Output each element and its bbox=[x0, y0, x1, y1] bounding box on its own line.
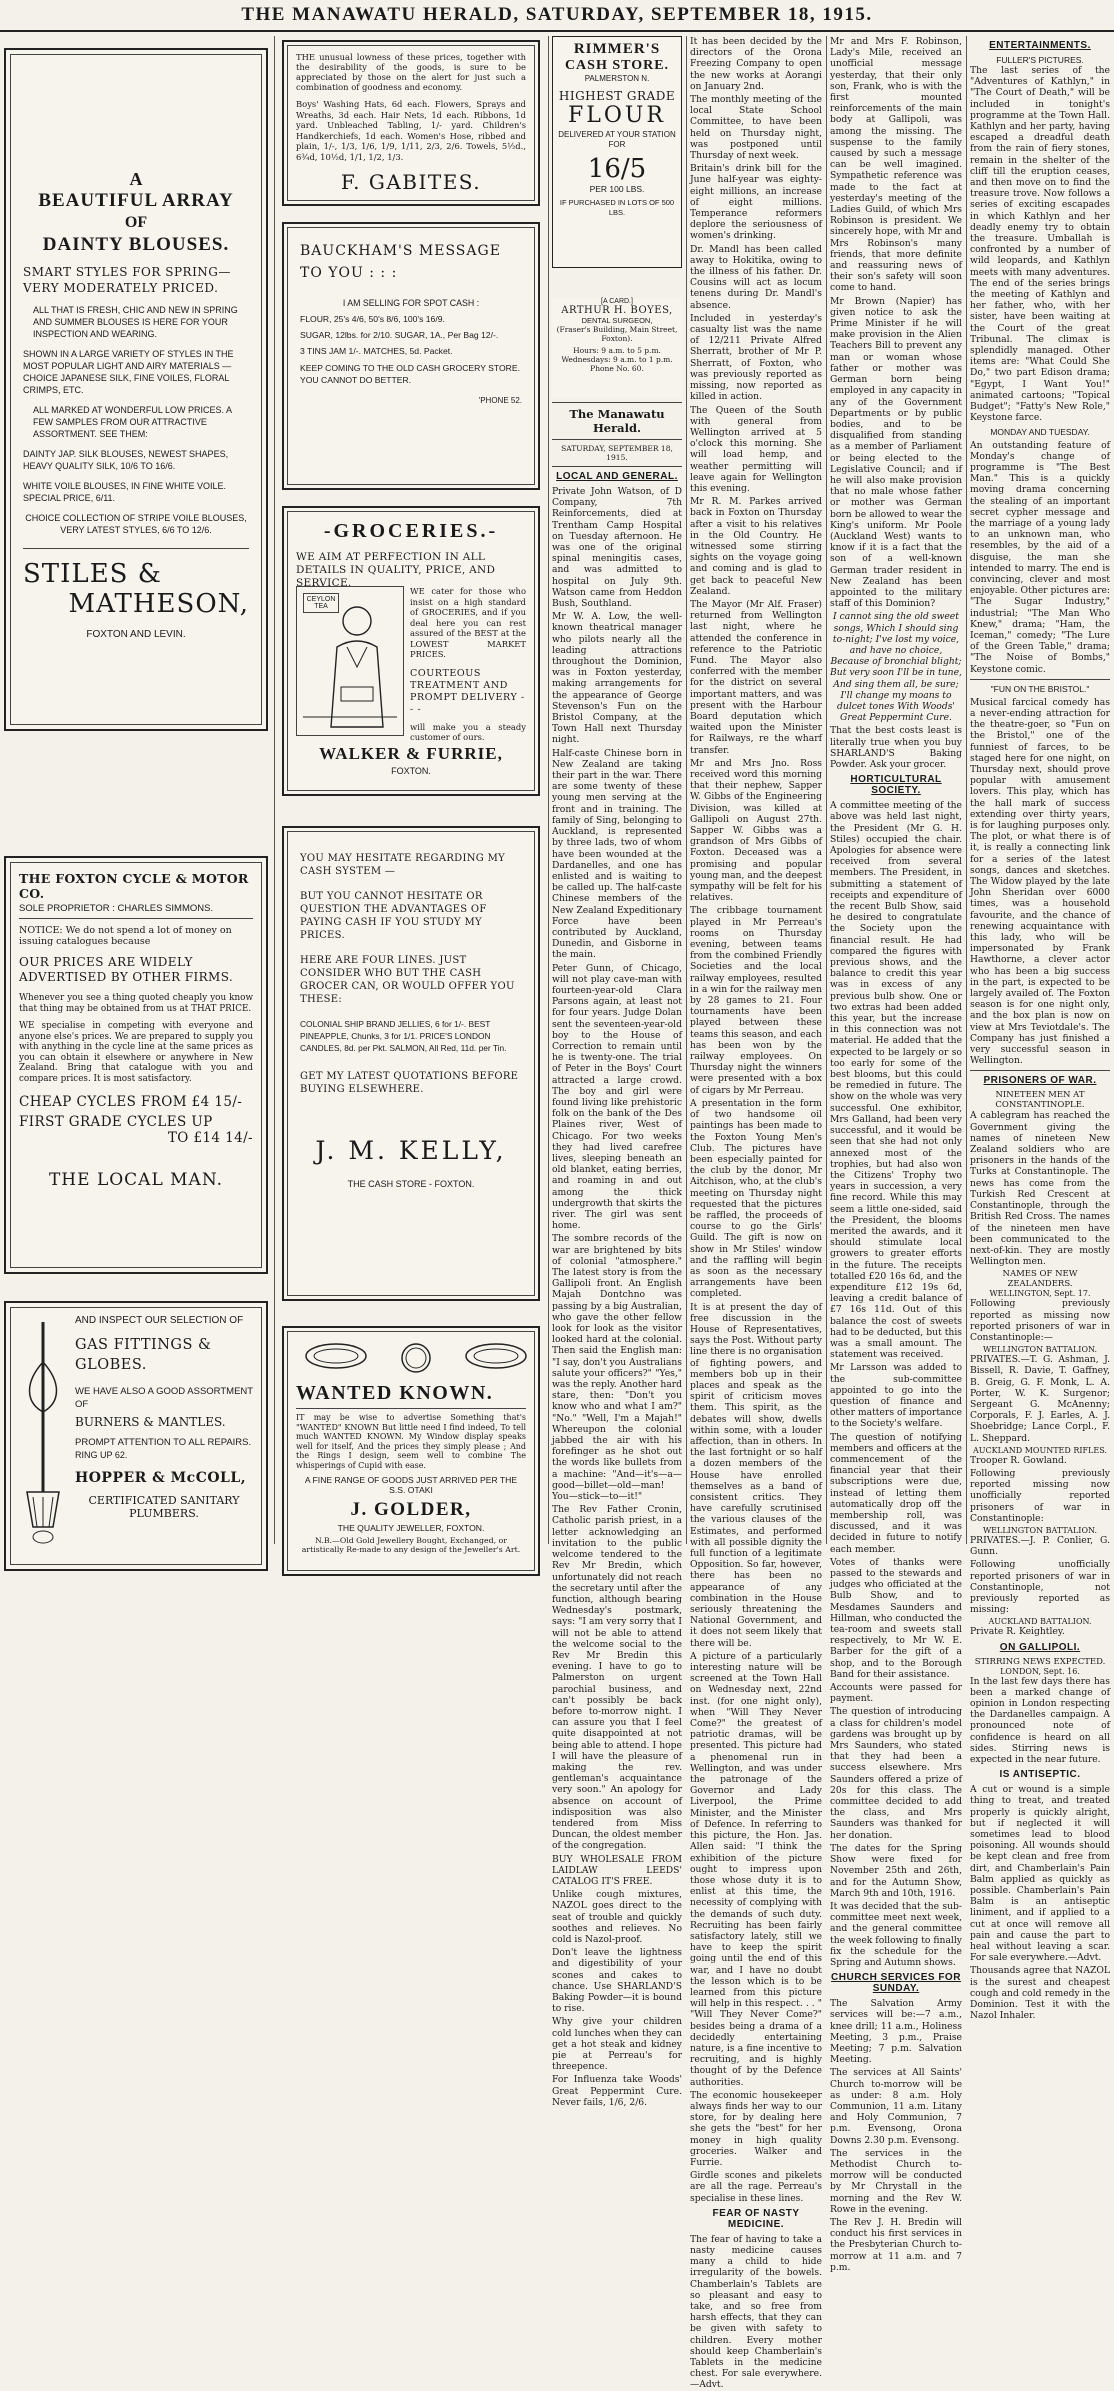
article-cronin: The Rev Father Cronin, Catholic parish priest, in a letter acknowledging an invitation to the public welcome tendered to the Rev Mr Bredin, which unfortunately did not reach the secretary until after the function, although bearing Wednesday's postmark, says: "I am very sorry that I will not be able to attend the welcome social to the Rev Mr Bredin this evening. I have to go to Palmerston on urgent parochial business, and can't possibly be back before to-morrow night. I can assure you that I feel quite disappointed at not being able to attend. I hope I will have the pleasure of making the rev. gentleman's acquaintance very soon." An apology for absence on account of indisposition was also tendered from Miss Duncan, the oldest member of the congregation. bbox=[552, 1504, 682, 1852]
article-woods: For Influenza take Woods' Great Peppermint Cure. Never fails, 1/6, 2/6. bbox=[552, 2074, 682, 2108]
golder-name: J. GOLDER, bbox=[350, 1498, 472, 1520]
article-drink: Britain's drink bill for the June half-year was eighty-eight millions, an increase of eight millions. Temperance reformers deplore the seriousness of women's drinking. bbox=[690, 163, 822, 242]
article-chinese: Half-caste Chinese born in New Zealand are taking their part in the war. There are some twenty of these young men serving at the front and in training. The family of Sing, belonging to Auckland, is represented by three lads, two of whom have been wounded at the Dardanelles, and one has enlisted and is waiting to be called up. The half-caste Chinese members of the New Zealand Expeditionary Force have been contributed by Auckland, Dunedin, and Gisborne in the main. bbox=[552, 747, 682, 961]
kelly-store: THE CASH STORE - FOXTON. bbox=[347, 1179, 475, 1189]
blouses-heading-2: DAINTY BLOUSES. bbox=[42, 234, 230, 255]
monday-heading: MONDAY AND TUESDAY. bbox=[990, 426, 1090, 437]
cycle-whenever: Whenever you see a thing quoted cheaply you know that thing may be obtained from us at THAT PRICE. bbox=[19, 993, 253, 1014]
cycle-prices: OUR PRICES ARE WIDELY ADVERTISED BY OTHER FIRMS. bbox=[19, 955, 234, 984]
bauckham-flour: FLOUR, 25's 4/6, 50's 8/6, 100's 16/9. bbox=[300, 314, 445, 324]
jewellery-icon bbox=[296, 1338, 536, 1378]
cycle-local: THE LOCAL MAN. bbox=[48, 1170, 224, 1190]
blouses-marked: ALL MARKED AT WONDERFUL LOW PRICES. A FEW SAMPLES FROM OUR ATTRACTIVE ASSORTMENT. SEE THEM: bbox=[33, 405, 232, 439]
cycle-specialise: WE specialise in competing with everyone and anyone else's prices. We are prepared to supply you with anything in the cycle line at the same prices as you can obtain it elsewhere or anywhere in New Zealand. Bring that catalogue with you and compare prices. It is most satisfactory. bbox=[19, 1021, 253, 1084]
column-rule bbox=[966, 36, 967, 1544]
article-subcommittee: It was decided that the sub-committee meet next week, and the general committee the week following to finally fix the schedule for the Spring and Autumn shows. bbox=[830, 1900, 962, 1968]
kelly-name: J. M. KELLY, bbox=[315, 1136, 507, 1165]
kelly-four: HERE ARE FOUR LINES. JUST CONSIDER WHO BUT THE CASH GROCER CAN, OR WOULD OFFER YOU THESE: bbox=[300, 955, 515, 1005]
article-following-2: Following previously reported missing now unofficially reported prisoners of war in Constantinople: bbox=[970, 1467, 1110, 1524]
bauckham-jam: 3 TINS JAM 1/-. MATCHES, 5d. Packet. bbox=[300, 346, 453, 356]
masthead-title: THE MANAWATU HERALD, SATURDAY, SEPTEMBER 18, 1915. bbox=[241, 4, 873, 25]
gas-fittings: GAS FITTINGS & GLOBES. bbox=[75, 1337, 212, 1373]
cycle-title: THE FOXTON CYCLE & MOTOR CO. bbox=[19, 871, 249, 901]
cycle-notice: NOTICE: We do not spend a lot of money on issuing catalogues because bbox=[19, 925, 232, 947]
article-picture: A picture of a particularly interesting nature will be screened at the Town Hall on Wednesday next, 22nd inst. (for one night only), when "Will They Never Come?" the greatest of patriotic dramas, will be presented. This picture had a phenomenal run in Wellington, and was under the patronage of the Governor and Lady Liverpool, the Prime Minister, and the Minister of Defence. In referring to this picture, the Hon. Jas. Allen said: "I think the exhibition of the picture ought to impress upon those whose duty it is to enlist at this time, the necessity of complying with the demands of such duty. Recruiting has been fairly satisfactory lately, still we have to keep the spirit going until the end of this war, and I have no doubt the lesson which is to be learned from this picture will help in this respect. . . " "Will They Never Come?" besides being a drama of a decidedly entertaining nature, is a fine incentive to recruiting, and is highly thought of by the Defence authorities. bbox=[690, 1650, 822, 2088]
golder-verse: IT may be wise to advertise Something that's "WANTED" KNOWN But little need I find indeed, To tell much WANTED KNOWN. My Window display speaks well for itself, And the prices they simply please ; And the Rings I design, seem well to combine The whisperings of Cupid with ease. bbox=[296, 1413, 526, 1470]
article-kathlyn: The last series of the "Adventures of Kathlyn," in "The Court of Death," will be included in tonight's programme at the Town Hall. Kathlyn and her party, having escaped a dreadful death from the rain of fiery stones, remain in the shelter of the cliff till the eruption ceases, and then move on to find the treasure trove. Now follows a series of exciting escapades in which Kathlyn and her deadly enemy try to obtain the treasure. Umballah is confronted by a number of wild leopards, and Kathlyn meets with many adventures. The end of the series brings the meeting of Kathlyn and her father, who, with her sister, have been waiting at the Court of the great Tribunal. The climax is splendidly managed. Other items are: "What Could She Do," two part Edison drama; "Egypt, I Want You!" animated cartoons; "Topical Budget"; "Fatty's New Role," Keystone farce. bbox=[970, 65, 1110, 424]
fuller-heading: FULLER'S PICTURES. bbox=[996, 55, 1084, 65]
dateline-wellington: WELLINGTON, Sept. 17. bbox=[989, 1289, 1091, 1299]
article-mayor: The Mayor (Mr Alf. Fraser) returned from Wellington last night, where he attended the conference in reference to the Patriotic Fund. The Mayor also conferred with the member for the district on several important matters, and was present with the Harbour Board deputation which waited upon the Minister for Railways, re the wharf transfer. bbox=[690, 598, 822, 756]
bauckham-selling: I AM SELLING FOR SPOT CASH : bbox=[342, 298, 480, 308]
column-5 bbox=[830, 36, 962, 2273]
column-rule bbox=[548, 36, 549, 1544]
article-house: It is at present the day of free discussion in the House of Representatives, says the Post. Without party line there is no organisation of fighting powers, and members bob up in their places and speak as the spirit of criticism moves them. This spirit, as the debates will show, dwells within some, with a louder affection, than in others. In the last fortnight or so half a dozen members of the House have enrolled themselves as a band of consistent critics. They have carefully scrutinised the various clauses of the Estimates, and performed with all possible dignity the full function of a legitimate Opposition. So far, however, there has been no appearance of any combination in the House seriously threatening the National Government, and it does not seem likely that there will be. bbox=[690, 1301, 822, 1649]
boyes-name: ARTHUR H. BOYES, bbox=[561, 305, 673, 316]
blouses-fresh: ALL THAT IS FRESH, CHIC AND NEW IN SPRING AND SUMMER BLOUSES IS HERE FOR YOUR INSPECTION AND WEARING. bbox=[33, 305, 238, 339]
rimmer-town: PALMERSTON N. bbox=[584, 74, 650, 83]
column-rule bbox=[686, 36, 687, 1544]
gabites-items: Boys' Washing Hats, 6d each. Flowers, Sprays and Wreaths, 3d each. Hair Nets, 1d each. Ribbons, 1d yard. Unbleached Tabling, 1/- yard. Children's Handkerchiefs, 1d each. Women's Hose, ribbed and plain, 1/-, 1/3, 1/6, 1/9, 1/11, 2/3, 2/6. Towels, 5½d., 6¾d, 10½d, 1/1, 1/2, 1/3. bbox=[296, 99, 526, 162]
article-notifying: The question of notifying members and officers at the commencement of the financial year that their subscriptions were due, instead of letting them automatically drop off the membership roll, was discussed, and it was decided in future to notify each member. bbox=[830, 1431, 962, 1555]
cycle-to: TO £14 14/- bbox=[167, 1130, 253, 1146]
article-majah: The sombre records of the war are brightened by bits of colonial "atmosphere." The latest story is from the Gallipoli front. An English Majah Dontchno was passing by a big Australian, who gave the other fellow look for look as the visitor looked hard at the colonial. Then said the English man: "I say, don't you Australians salute your officers?" "Yes," was the reply. Another hard stare, then: "Don't you know who and what I am?" "No." "Well, I'm a Majah!" Whereupon the colonial jabbed the air with his forefinger as he shot out the words like bullets from a machine: "And—it's—a—good—billet—old—man! You—stick—to—it!" bbox=[552, 1233, 682, 1503]
gas-burners: BURNERS & MANTLES. bbox=[75, 1415, 226, 1429]
article-following-3: Following unofficially reported prisoners of war in Constantinople, not previously reported as missing: bbox=[970, 1559, 1110, 1616]
golder-advert bbox=[282, 1326, 540, 1576]
antiseptic-heading: IS ANTISEPTIC. bbox=[999, 1769, 1081, 1781]
boyes-addr: (Fraser's Building, Main Street, Foxton). bbox=[556, 325, 678, 343]
groceries-cater: WE cater for those who insist on a high standard of GROCERIES, and if you deal here you can rest assured of the BEST at the LOWEST MARKET PRICES. bbox=[410, 586, 526, 659]
article-sherratt: Included in yesterday's casualty list was the name of 12/211 Private Alfred Sherratt, brother of Mr P. Sherratt, of Foxton, who was previously reported as missing, now reported as killed in action. bbox=[690, 312, 822, 403]
blouses-advert bbox=[4, 48, 268, 731]
article-committee: The monthly meeting of the local State School Committee, to have been held on Thursday night, was postponed until Thursday of next week. bbox=[690, 94, 822, 162]
wellington-battalion-2: WELLINGTON BATTALION. bbox=[982, 1525, 1098, 1535]
article-queen: The Queen of the South with general from Wellington arrived at 5 o'clock this morning. She will load hemp, and weather permitting will leave again for Wellington this evening. bbox=[690, 404, 822, 494]
blouses-smart: SMART STYLES FOR SPRING— VERY MODERATELY PRICED. bbox=[23, 265, 231, 295]
paper-nameplate: The Manawatu Herald. bbox=[569, 407, 665, 435]
fun-heading: "FUN ON THE BRISTOL." bbox=[990, 683, 1090, 694]
bauckham-keep: KEEP COMING TO THE OLD CASH GROCERY STORE. YOU CANNOT DO BETTER. bbox=[300, 363, 520, 385]
bauckham-sugar: SUGAR, 12lbs. for 2/10. SUGAR, 1A., Per Bag 12/-. bbox=[300, 330, 499, 340]
rimmer-delivered: DELIVERED AT YOUR STATION FOR bbox=[558, 130, 676, 149]
firm-name-1: STILES & bbox=[23, 559, 162, 589]
article-gardens: The question of introducing a class for children's model gardens was brought up by Mrs Saunders, who stated that they had been a success elsewhere. Mrs Saunders offered a prize of 20s for this class. The committee decided to add the class, and Mrs Saunders was thanked for her donation. bbox=[830, 1706, 962, 1841]
article-privates-2: PRIVATES.—J. P. Conlier, G. Gunn. bbox=[970, 1534, 1110, 1558]
article-perreau: Why give your children cold lunches when they can get a hot steak and kidney pie at Perreau's for threepence. bbox=[552, 2016, 682, 2073]
article-salvation: The Salvation Army services will be:—7 a.m., knee drill; 11 a.m., Holiness Meeting, 3 p.m., Praise Meeting; 7 p.m. Salvation Meeting. bbox=[830, 1998, 962, 2066]
article-dates: The dates for the Spring Show were fixed for November 25th and 26th, and for the Autumn Show, March 9th and 10th, 1916. bbox=[830, 1842, 962, 1899]
article-sharland: Don't leave the lightness and digestibility of your scones and cakes to chance. Use SHARLAND'S Baking Powder—it is bound to rise. bbox=[552, 1947, 682, 2015]
article-economic: The economic housekeeper always finds her way to our store, for by dealing here she gets the "best" for her money in high quality groceries. Walker and Furrie. bbox=[690, 2089, 822, 2168]
article-nazol: Unlike cough mixtures, NAZOL goes direct to the seat of trouble and quickly soothes and relieves. No cold is Nazol-proof. bbox=[552, 1889, 682, 1945]
tea-sign: CEYLON TEA bbox=[303, 593, 339, 613]
blouses-jap: DAINTY JAP. SILK BLOUSES, NEWEST SHAPES, HEAVY QUALITY SILK, 10/6 TO 16/6. bbox=[23, 449, 229, 471]
pow-heading: PRISONERS OF WAR. bbox=[983, 1075, 1097, 1087]
column-rule bbox=[274, 36, 275, 1544]
cycle-proprietor: SOLE PROPRIETOR : CHARLES SIMMONS. bbox=[19, 903, 253, 919]
groceries-town: FOXTON. bbox=[391, 766, 431, 776]
nineteen-heading: NINETEEN MEN AT CONSTANTINOPLE. bbox=[995, 1090, 1085, 1111]
golder-fine: A FINE RANGE OF GOODS JUST ARRIVED PER THE S.S. OTAKI bbox=[304, 1474, 518, 1495]
groceries-courteous: COURTEOUS TREATMENT AND PROMPT DELIVERY - - - bbox=[410, 667, 525, 715]
golder-nb: N.B.—Old Gold Jewellery Bought, Exchanged, or artistically Re-made to any design of the Jeweller's Art. bbox=[301, 1535, 521, 1554]
article-gunn: Peter Gunn, of Chicago, will not play cave-man with fourteen-year-old Clara Parsons again, at least not for four years. Judge Dolan sent the seventeen-year-old boy to the House of Correction to remain until he is twenty-one. The trial of Peter in the Boys' Court attracted a large crowd. The boy and girl were found living like prehistoric folk on the bank of the Des Plaines river, West of Chicago. For two weeks they had lived carefree lives, sleeping beneath an old blanket, eating berries, and roaming in and out among the thick undergrowth that skirts the river. The girl was sent home. bbox=[552, 962, 682, 1232]
column-4 bbox=[690, 36, 822, 2391]
article-painbalm: A cut or wound is a simple thing to treat, and treated properly is quickly alright, but if neglected it will sometimes lead to blood poisoning. All wounds should be kept clean and free from dirt, and Chamberlain's Pain Balm applied as quickly as possible. Chamberlain's Pain Balm is an antiseptic liniment, and if applied to a cut at once will remove all pain and cause the part to heal without leaving a scar. For sale everywhere.—Advt. bbox=[970, 1784, 1110, 1964]
rimmer-advert bbox=[552, 36, 682, 268]
gas-advert bbox=[4, 1301, 268, 1571]
article-methodist: The services in the Methodist Church to-morrow will be conducted by Mr Chrystall in the morning and the Rev W. Rowe in the evening. bbox=[830, 2147, 962, 2215]
article-larsson: Mr Larsson was added to the sub-committee appointed to go into the question of finance and other matters of importance to the Society's welfare. bbox=[830, 1362, 962, 1430]
blouses-a: A bbox=[129, 169, 143, 189]
rimmer-price: 16/5 bbox=[587, 154, 647, 184]
article-low: Mr W. A. Low, the well-known theatrical manager who pilots nearly all the leading attractions throughout the Dominion, was in Foxton yesterday, making arrangements for the appearance of George Stevenson's Fun on the Bristol Company, at the Town Hall next Thursday night. bbox=[552, 611, 682, 746]
article-accounts: Accounts were passed for payment. bbox=[830, 1682, 962, 1705]
kelly-hesitate: YOU MAY HESITATE REGARDING MY CASH SYSTEM — bbox=[300, 853, 506, 877]
article-keightley: Private R. Keightley. bbox=[970, 1626, 1065, 1638]
cycle-advert bbox=[4, 856, 268, 1274]
paper-date: SATURDAY, SEPTEMBER 18, 1915. bbox=[561, 444, 673, 462]
auckland-battalion: AUCKLAND BATTALION. bbox=[988, 1617, 1092, 1627]
boyes-phone: Phone No. 60. bbox=[590, 364, 644, 373]
dateline-london: LONDON, Sept. 16. bbox=[1000, 1666, 1080, 1676]
grocer-illustration bbox=[296, 586, 404, 736]
golder-jeweller: THE QUALITY JEWELLER, FOXTON. bbox=[337, 1522, 485, 1533]
kelly-quote: GET MY LATEST QUOTATIONS BEFORE BUYING ELSEWHERE. bbox=[300, 1071, 519, 1095]
cycle-first: FIRST GRADE CYCLES UP bbox=[19, 1114, 213, 1130]
article-parkes: Mr R. M. Parkes arrived back in Foxton on Thursday after a visit to his relatives in the Old Country. He witnessed some stirring sights on the voyage going and coming and is glad to get back to peaceful New Zealand. bbox=[690, 496, 822, 597]
column-6 bbox=[970, 36, 1110, 2022]
firm-places: FOXTON AND LEVIN. bbox=[86, 629, 186, 640]
rimmer-lots: IF PURCHASED IN LOTS OF 500 LBS. bbox=[559, 198, 675, 217]
auckland-mounted: AUCKLAND MOUNTED RIFLES. bbox=[973, 1445, 1107, 1455]
church-heading: CHURCH SERVICES FOR SUNDAY. bbox=[831, 1972, 961, 1995]
cycle-cheap: CHEAP CYCLES FROM £4 15/- bbox=[19, 1094, 243, 1110]
blouses-heading-1: BEAUTIFUL ARRAY bbox=[38, 190, 234, 211]
article-gibbs: Mr and Mrs Jno. Ross received word this morning that their nephew, Sapper W. Gibbs of the Engineering Division, was killed at Gallipoli on August 27th. Sapper W. Gibbs was a grandson of Mrs Gibbs of Foxton. Deceased was a promising and popular young man, and the deepest sympathy will be felt for his relatives. bbox=[690, 757, 822, 904]
gallipoli-heading: ON GALLIPOLI. bbox=[999, 1641, 1081, 1653]
bauckham-title: BAUCKHAM'S MESSAGE TO YOU : : : bbox=[300, 243, 501, 281]
rimmer-highest: HIGHEST GRADE bbox=[558, 89, 676, 103]
article-cablegram: A cablegram has reached the Government giving the names of nineteen New Zealand soldiers who are prisoners in the hands of the Turks at Constantinople. The news has come from the Turkish Red Crescent at Constantinople, through the British Red Cross. The names of the nineteen men have been communicated to the next-of-kin. They are mostly Wellington men. bbox=[970, 1110, 1110, 1268]
gabites-intro: THE unusual lowness of these prices, together with the desirability of the goods, is sure to be appreciated by those on the alert for just such a combination of goodness and economy. bbox=[296, 52, 526, 92]
boyes-card-label: [A CARD.] bbox=[601, 298, 633, 305]
article-nazol-2: Thousands agree that NAZOL is the surest and cheapest cough and cold remedy in the Dominion. Test it with the Nazol Inhaler. bbox=[970, 1965, 1110, 2022]
groceries-firm: WALKER & FURRIE, bbox=[319, 744, 503, 763]
groceries-title: -GROCERIES.- bbox=[323, 520, 499, 542]
column-3 bbox=[552, 36, 682, 2108]
column-rule bbox=[826, 36, 827, 1544]
blouses-of: OF bbox=[124, 214, 148, 231]
gas-lamp-icon bbox=[19, 1322, 67, 1550]
column-2 bbox=[280, 36, 544, 1554]
gas-plumbers: CERTIFICATED SANITARY PLUMBERS. bbox=[88, 1494, 240, 1520]
rimmer-flour: FLOUR bbox=[567, 103, 666, 128]
kelly-but: BUT YOU CANNOT HESITATE OR QUESTION THE ADVANTAGES OF PAYING CASH IF YOU STUDY MY PRICES. bbox=[300, 891, 487, 941]
article-laidlaw: BUY WHOLESALE FROM LAIDLAW LEEDS' CATALOG IT'S FREE. bbox=[552, 1853, 682, 1887]
rimmer-cash: CASH STORE. bbox=[564, 58, 670, 73]
names-heading: NAMES OF NEW ZEALANDERS. bbox=[1002, 1269, 1078, 1290]
stirring-heading: STIRRING NEWS EXPECTED. bbox=[974, 1656, 1106, 1667]
column-1 bbox=[4, 36, 270, 1544]
article-paintings: A presentation in the form of two handsome oil paintings has been made to the Foxton Young Men's Club. The pictures have been especially painted for the club by the donor, Mr Aitchison, who, at the club's meeting on Thursday night requested that the pictures be raffled, the proceeds of course to go the Girls' Guild. The gift is now on show in Mr Stiles' window and the raffling will begin as soon as the necessary arrangements have been completed. bbox=[690, 1097, 822, 1300]
gabites-advert bbox=[282, 40, 540, 206]
boyes-hours: Hours: 9 a.m. to 5 p.m. Wednesdays: 9 a.m. to 1 p.m. bbox=[561, 346, 673, 364]
article-bestman: An outstanding feature of Monday's change of programme is "The Best Man." This is a quickly moving drama concerning the stealing of an important secret cypher message and the marriage of a young lady to an unknown man, who resembles, by the aid of a disguise, the man she intended to marry. The end is convincing, clever and most enjoyable. Other pictures are: "The Sugar Industry," industrial; "The Man Who Knew," drama; "Ham, the Iceman," comedy; "The Lure of the Green Table," drama; "The Noise of Bombs," Keystone comic. bbox=[970, 439, 1110, 675]
horticultural-heading: HORTICULTURAL SOCIETY. bbox=[850, 774, 942, 797]
kelly-advert bbox=[282, 826, 540, 1301]
article-allsaints: The services at All Saints' Church to-morrow will be as under: 8 a.m. Holy Communion, 11 a.m. Litany and Holy Communion, 7 p.m. Evensong, Orona Downs 2.30 p.m. Evensong. bbox=[830, 2067, 962, 2146]
article-following-1: Following previously reported as missing now reported prisoners of war in Constantinople:— bbox=[970, 1298, 1110, 1343]
blouses-choice: CHOICE COLLECTION OF STRIPE VOILE BLOUSES, VERY LATEST STYLES, 6/6 TO 12/6. bbox=[25, 513, 247, 535]
article-cribbage: The cribbage tournament played in Mr Perreau's rooms on Thursday evening, between teams from the combined Friendly Societies and the local railway employees, resulted in a win for the railway men by 28 games to 21. Four tournaments have been played between these teams this season, and each has been won by the railway employees. On Thursday night the winners were presented with a box of cigars by Mr Perreau. bbox=[690, 905, 822, 1096]
article-watson: Private John Watson, of D Company, 7th Reinforcements, died at Trentham Camp Hospital on Tuesday afternoon. He was one of the original spinal meningitis cases, and was admitted to hospital on July 9th. Watson came from Heddon Bush, Southland. bbox=[552, 486, 682, 610]
article-fear: The fear of having to take a nasty medicine causes many a child to hide irregularity of the bowels. Chamberlain's Tablets are so pleasant and easy to take, and so free from harsh effects, that they can be given with safety to children. Every mother should keep Chamberlain's Tablets in the medicine chest. For sale everywhere.—Advt. bbox=[690, 2233, 822, 2391]
groceries-make: will make you a steady customer of ours. bbox=[410, 721, 526, 742]
masthead bbox=[0, 0, 1114, 32]
gas-ring: RING UP 62. bbox=[75, 1450, 128, 1460]
entertainments-heading: ENTERTAINMENTS. bbox=[989, 40, 1091, 51]
article-orona: It has been decided by the directors of the Orona Freezing Company to open the new works at Aorangi on January 2nd. bbox=[690, 36, 822, 92]
article-trooper: Trooper R. Gowland. bbox=[970, 1454, 1067, 1466]
rimmer-name: RIMMER'S bbox=[573, 41, 661, 57]
bauckham-phone: 'PHONE 52. bbox=[478, 396, 522, 405]
local-general-heading: LOCAL AND GENERAL. bbox=[556, 471, 678, 482]
gas-prompt: PROMPT ATTENTION TO ALL REPAIRS. bbox=[75, 1437, 252, 1448]
article-best: That the best costs least is literally true when you buy SHARLAND'S Baking Powder. Ask your grocer. bbox=[830, 725, 962, 770]
gas-assort: WE HAVE ALSO A GOOD ASSORTMENT OF bbox=[75, 1386, 253, 1410]
fear-heading: FEAR OF NASTY MEDICINE. bbox=[712, 2207, 800, 2230]
groceries-aim: WE AIM AT PERFECTION IN ALL DETAILS IN QUALITY, PRICE, AND SERVICE. bbox=[296, 551, 496, 589]
article-dardanelles: In the last few days there has been a marked change of opinion in London respecting the Dardanelles campaign. A pronounced note of confidence is heard on all sides. Stirring news is expected in the near future. bbox=[970, 1675, 1110, 1766]
article-privates-1: PRIVATES.—T. G. Ashman, J. Bissell, R. Davie, T. Gaffney, B. Greig, G. F. Monk, L. A. Porter, W. K. Surgenor; Sergeant G. McAnenny; Corporals, F. J. Earles, A. J. Shoebridge; Lance Corpl., F. L. Sheppard. bbox=[970, 1354, 1110, 1444]
wellington-battalion-1: WELLINGTON BATTALION. bbox=[982, 1345, 1098, 1355]
article-brown: Mr Brown (Napier) has given notice to ask the Prime Minister if he will make provision in the Alien Teachers Bill to prevent any man or woman whose father or mother was German born being employed in any capacity in any of the Government Departments or by public bodies, and to be disqualified from standing as a member of Parliament or being elected to the Legislative Council; and if he will also make provision that no male whose father or mother was German born be allowed to wear the King's uniform. Mr Poole (Auckland West) wants to know if it is a fact that the son of a well-known German trader resident in New Zealand has been appointed to the military staff of this Dominion? bbox=[830, 295, 962, 610]
golder-wanted: WANTED KNOWN. bbox=[296, 1382, 526, 1409]
groceries-advert bbox=[282, 506, 540, 796]
boyes-title: DENTAL SURGEON, bbox=[581, 316, 653, 325]
article-bredin: The Rev J. H. Bredin will conduct his first services in the Presbyterian Church to-morrow at 11 a.m. and 7 p.m. bbox=[830, 2216, 962, 2273]
blouses-shown: SHOWN IN A LARGE VARIETY OF STYLES IN THE MOST POPULAR LIGHT AND AIRY MATERIALS — CHOICE JAPANESE SILK, FINE VOILES, FLORAL CRIMPS, ETC. bbox=[23, 349, 234, 395]
article-mandl: Dr. Mandl has been called away to Hokitika, owing to the illness of his father. Dr. Cousins will act as locum tenens during Dr. Mandl's absence. bbox=[690, 243, 822, 311]
rimmer-per: PER 100 LBS. bbox=[589, 184, 645, 194]
article-robinson: Mr and Mrs F. Robinson, Lady's Mile, received an unofficial message yesterday, that their only son, Frank, who is with the first mounted reinforcements of the main body at Gallipoli, was among the missing. The suspense to the family caused by such a message can be well imagined. Sympathetic reference was made to the fact at yesterday's meeting of the Ladies Guild, of which Mrs Robinson is president. We sincerely hope, with Mr and Mrs Robinson's many friends, that more definite and reassuring news of their son's safety will soon come to hand. bbox=[830, 36, 962, 294]
bauckham-advert bbox=[282, 222, 540, 490]
article-scones: Girdle scones and pikelets are all the rage. Perreau's specialise in these lines. bbox=[690, 2170, 822, 2204]
boyes-card bbox=[552, 298, 682, 398]
kelly-lines: COLONIAL SHIP BRAND JELLIES, 6 for 1/-. BEST PINEAPPLE, Chunks, 3 for 1/1. PRICE'S LONDON CANDLES, 8d. per Pkt. SALMON, All Red, 11d. per Tin. bbox=[300, 1019, 507, 1053]
gas-inspect: AND INSPECT OUR SELECTION OF bbox=[75, 1315, 244, 1326]
article-verse: I cannot sing the old sweet songs, Which I should sing to-night; I've lost my voice, and have no choice, Because of bronchial blight; But very soon I'll be in tune, And sing them all, be sure; I'll change my moans to dulcet tones With Woods' Great Peppermint Cure. bbox=[830, 611, 962, 724]
gabites-name: F. GABITES. bbox=[340, 170, 482, 194]
blouses-voile: WHITE VOILE BLOUSES, IN FINE WHITE VOILE. SPECIAL PRICE, 6/11. bbox=[23, 481, 227, 503]
firm-name-2: MATHESON, bbox=[68, 589, 249, 619]
article-hort-meeting: A committee meeting of the above was held last night, the President (Mr G. H. Stiles) occupied the chair. Apologies for absence were received from several members. The President, in submitting a statement of receipts and expenditure of the recent Bulb Show, said he desired to congratulate the Society upon the financial result. He had compared the figures with previous shows, and the balance to credit this year was in excess of any previous bulb show. One or two extras had been added this year, but the increase in this connection was not material. He added that the expected to be largely or so too early for some of the best blooms, but this could be remedied in future. The show on the whole was very successful. One exhibitor, Mrs Galland, had been very successful, and it would be seen that she had not only annexed most of the trophies, but had also won the Citizens' Trophy two years in succession, a very fine record. While this may seem a little one-sided, said the President, the blooms merited the awards, and it should stimulate local growers to greater efforts in the future. The receipts totalled £20 16s 6d, and the expenditure £12 19s 6d, leaving a credit balance of £7 16s 11d. Out of this balance the cost of sweets had to be deducted, but this was a small amount. The statement was received. bbox=[830, 800, 962, 1361]
gas-firm: HOPPER & McCOLL, bbox=[75, 1470, 247, 1486]
article-votes: Votes of thanks were passed to the stewards and judges who officiated at the Bulb Show, and to Mesdames Saunders and Hillman, who conducted the tea-room and sweets stall respectively, to Mr W. E. Barber for the gift of a shop, and to the Borough Band for their assistance. bbox=[830, 1556, 962, 1680]
article-bristol: Musical farcical comedy has a never-ending attraction for the theatre-goer, so "Fun on the Bristol," one of the funniest of farces, to be staged here for one night, on Thursday next, should prove popular with amusement lovers. This play, which has the hall mark of success extending over thirty years, is for laughing purposes only. The plot, or what there is of it, is really a connecting link for a series of the latest songs, dances and sketches. The Widow played by the late John Sheridan over 6000 times, was a household favourite, and the chance of renewing acquaintance with this lady, who will be impersonated by Frank Hawthorne, a clever actor who has been a big success in the part, is expected to be largely availed of. The Foxton season is for one night only, and the box plan is now on view at Mrs Teviotdale's. The Company has just finished a very successful season in Wellington. bbox=[970, 696, 1110, 1067]
